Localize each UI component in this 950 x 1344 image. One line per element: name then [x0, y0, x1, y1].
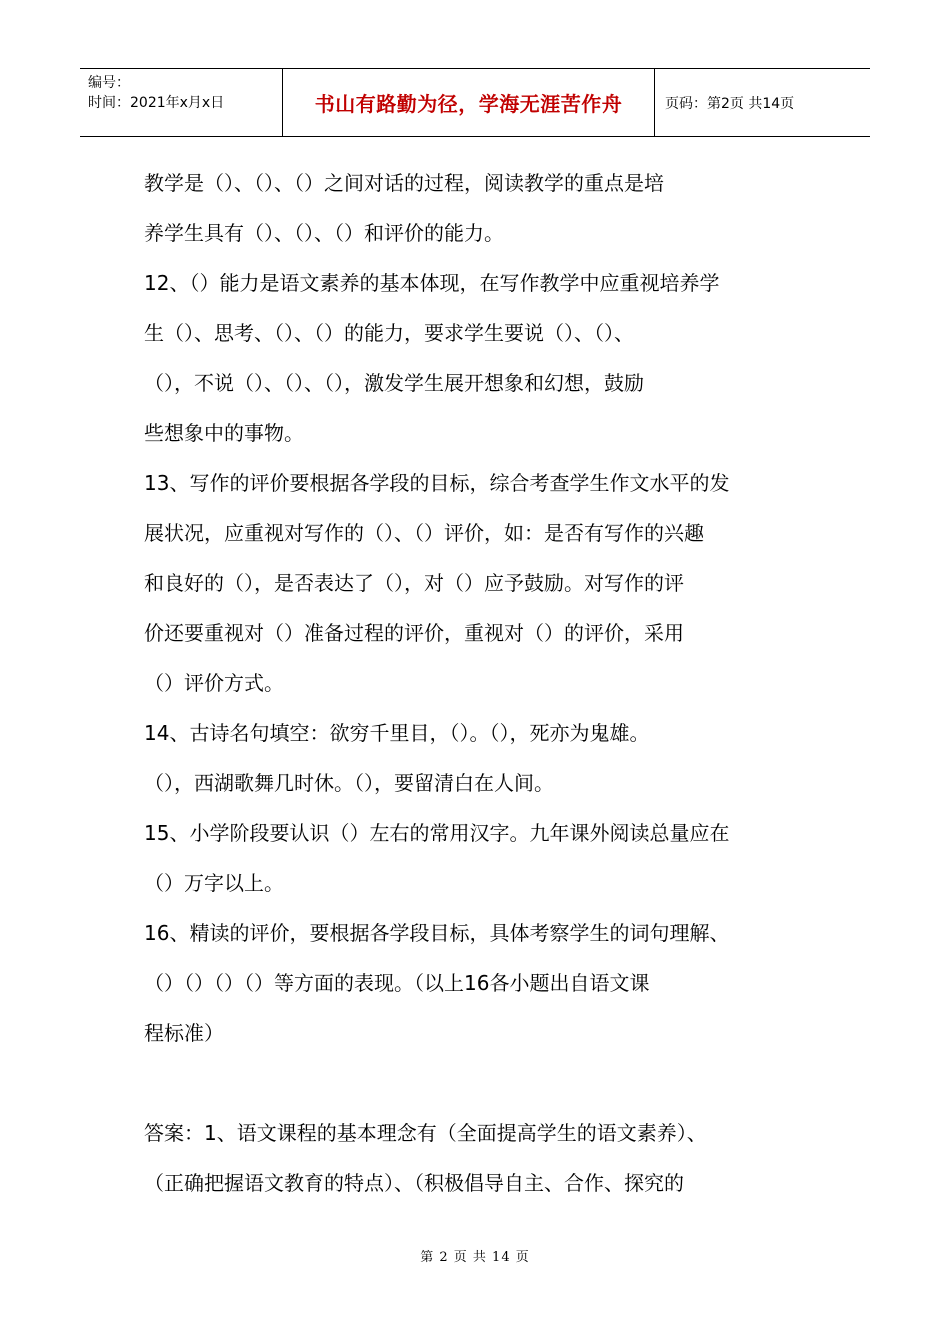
body-line: （）（）（）（）等方面的表现。（以上16各小题出自语文课: [144, 971, 650, 995]
body-line: 展状况，应重视对写作的（）、（）评价，如：是否有写作的兴趣: [144, 521, 704, 545]
document-body: [144, 158, 810, 1208]
body-line: （），不说（）、（）、（），激发学生展开想象和幻想，鼓励: [144, 371, 644, 395]
body-line: 和良好的（），是否表达了（），对（）应予鼓励。对写作的评: [144, 571, 684, 595]
header-meta: [80, 69, 282, 136]
body-line: （），西湖歌舞几时休。（），要留清白在人间。: [144, 771, 554, 795]
body-line: 12、（）能力是语文素养的基本体现，在写作教学中应重视培养学: [144, 271, 720, 295]
body-line: 价还要重视对（）准备过程的评价，重视对（）的评价，采用: [144, 621, 684, 645]
body-line: 13、写作的评价要根据各学段的目标，综合考查学生作文水平的发: [144, 471, 730, 495]
document-number-label: 编号：: [88, 75, 130, 91]
body-line: 程标准）: [144, 1021, 224, 1045]
body-line: 15、小学阶段要认识（）左右的常用汉字。九年课外阅读总量应在: [144, 821, 730, 845]
body-line: 养学生具有（）、（）、（）和评价的能力。: [144, 221, 504, 245]
body-line: （）评价方式。: [144, 671, 284, 695]
body-line: 教学是（）、（）、（）之间对话的过程，阅读教学的重点是培: [144, 171, 664, 195]
header-motto: 书山有路勤为径，学海无涯苦作舟: [282, 69, 655, 136]
answer-line: 答案：1、语文课程的基本理念有（全面提高学生的语文素养）、: [144, 1121, 707, 1145]
body-line: 16、精读的评价，要根据各学段目标，具体考察学生的词句理解、: [144, 921, 730, 945]
body-line: 些想象中的事物。: [144, 421, 304, 445]
body-line: 生（）、思考、（）、（）的能力，要求学生要说（）、（）、: [144, 321, 634, 345]
body-line: （）万字以上。: [144, 871, 284, 895]
body-line: 14、古诗名句填空：欲穷千里目，（）。（），死亦为鬼雄。: [144, 721, 650, 745]
paragraph-spacer: [144, 1058, 810, 1108]
header-page-info: 页码：第2页 共14页: [665, 95, 795, 112]
answer-line: （正确把握语文教育的特点）、（积极倡导自主、合作、探究的: [144, 1171, 684, 1195]
page-footer: 第 2 页 共 14 页: [420, 1250, 530, 1265]
document-date-label: 时间：2021年x月x日: [88, 95, 225, 111]
page-header: [80, 68, 870, 137]
